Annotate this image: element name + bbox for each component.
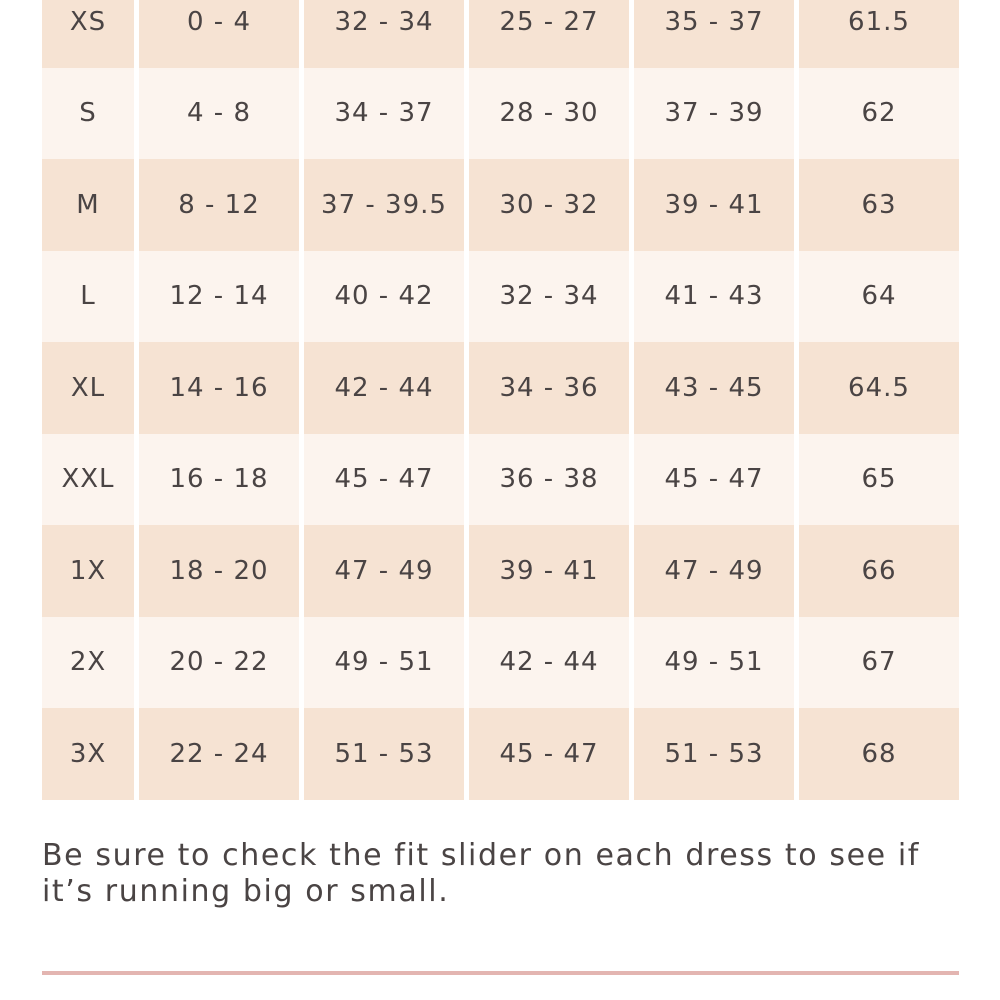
measurement-cell: 42 - 44 [469,617,629,709]
size-label-cell: XL [42,342,134,434]
table-row [42,525,959,617]
size-label-cell: M [42,159,134,251]
measurement-cell: 67 [799,617,959,709]
measurement-cell: 20 - 22 [139,617,299,709]
measurement-cell: 14 - 16 [139,342,299,434]
table-row [42,342,959,434]
measurement-cell: 37 - 39 [634,68,794,160]
measurement-cell: 39 - 41 [634,159,794,251]
measurement-cell: 66 [799,525,959,617]
measurement-cell: 64 [799,251,959,343]
size-label-cell: S [42,68,134,160]
fit-slider-note: Be sure to check the fit slider on each dress to see if it’s running big or small. [42,838,920,909]
table-row [42,617,959,709]
measurement-cell: 12 - 14 [139,251,299,343]
measurement-cell: 42 - 44 [304,342,464,434]
size-label-cell: L [42,251,134,343]
measurement-cell: 30 - 32 [469,159,629,251]
measurement-cell: 4 - 8 [139,68,299,160]
measurement-cell: 32 - 34 [304,0,464,68]
measurement-cell: 32 - 34 [469,251,629,343]
measurement-cell: 28 - 30 [469,68,629,160]
measurement-cell: 47 - 49 [304,525,464,617]
measurement-cell: 47 - 49 [634,525,794,617]
measurement-cell: 22 - 24 [139,708,299,800]
size-label-cell: 2X [42,617,134,709]
table-row [42,434,959,526]
measurement-cell: 51 - 53 [634,708,794,800]
measurement-cell: 43 - 45 [634,342,794,434]
measurement-cell: 61.5 [799,0,959,68]
measurement-cell: 8 - 12 [139,159,299,251]
table-row [42,708,959,800]
size-chart-table [37,0,964,800]
measurement-cell: 18 - 20 [139,525,299,617]
measurement-cell: 35 - 37 [634,0,794,68]
measurement-cell: 45 - 47 [634,434,794,526]
measurement-cell: 45 - 47 [304,434,464,526]
measurement-cell: 41 - 43 [634,251,794,343]
measurement-cell: 40 - 42 [304,251,464,343]
measurement-cell: 65 [799,434,959,526]
size-chart-body [42,0,959,800]
measurement-cell: 51 - 53 [304,708,464,800]
measurement-cell: 49 - 51 [304,617,464,709]
measurement-cell: 64.5 [799,342,959,434]
table-row [42,0,959,68]
section-divider [42,971,959,975]
measurement-cell: 45 - 47 [469,708,629,800]
size-label-cell: 1X [42,525,134,617]
measurement-cell: 39 - 41 [469,525,629,617]
table-row [42,68,959,160]
measurement-cell: 37 - 39.5 [304,159,464,251]
size-label-cell: XS [42,0,134,68]
table-row [42,251,959,343]
measurement-cell: 68 [799,708,959,800]
size-label-cell: 3X [42,708,134,800]
measurement-cell: 62 [799,68,959,160]
measurement-cell: 49 - 51 [634,617,794,709]
size-label-cell: XXL [42,434,134,526]
measurement-cell: 63 [799,159,959,251]
measurement-cell: 36 - 38 [469,434,629,526]
measurement-cell: 34 - 37 [304,68,464,160]
table-row [42,159,959,251]
measurement-cell: 25 - 27 [469,0,629,68]
measurement-cell: 0 - 4 [139,0,299,68]
measurement-cell: 34 - 36 [469,342,629,434]
measurement-cell: 16 - 18 [139,434,299,526]
